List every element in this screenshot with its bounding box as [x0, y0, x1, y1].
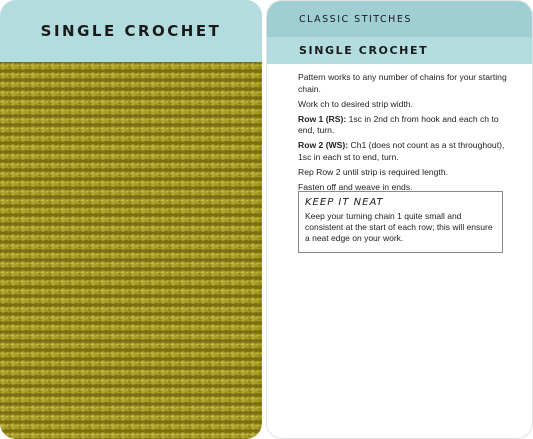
- swatch-card: [0, 0, 262, 439]
- tip-title: KEEP IT NEAT: [305, 197, 384, 208]
- row-1-text: 1sc in 2nd ch from hook and each ch to end, turn.: [298, 113, 499, 136]
- swatch-card-header: [0, 0, 262, 62]
- category-band: [267, 1, 532, 37]
- repeat-text: Rep Row 2 until strip is required length.: [298, 166, 448, 177]
- row-1-label: Row 1 (RS):: [298, 113, 347, 124]
- step-work-text: Work ch to desired strip width.: [298, 98, 413, 109]
- swatch-card-title: SINGLE CROCHET: [40, 22, 222, 40]
- intro-text: Pattern works to any number of chains for your starting chain.: [298, 72, 507, 94]
- finish-text: Fasten off and weave in ends.: [298, 181, 413, 192]
- instructions-card: [266, 0, 533, 439]
- tip-box: [298, 191, 503, 253]
- pattern-instructions: [298, 72, 514, 197]
- stitch-name: SINGLE CROCHET: [299, 44, 429, 57]
- row-2-instruction: [298, 140, 514, 163]
- yarn-swatch-image: [0, 62, 262, 439]
- row-2-label: Row 2 (WS):: [298, 140, 349, 151]
- tip-text: Keep your turning chain 1 quite small and consistent at the start of each row; this will ensure a neat edge on your work.: [305, 211, 493, 243]
- row-1-instruction: [298, 114, 514, 137]
- category-label: CLASSIC STITCHES: [299, 13, 412, 25]
- stitch-name-band: [267, 37, 532, 64]
- row-2-text: Ch1 (does not count as a st throughout), 1sc in each st to end, turn.: [298, 140, 505, 162]
